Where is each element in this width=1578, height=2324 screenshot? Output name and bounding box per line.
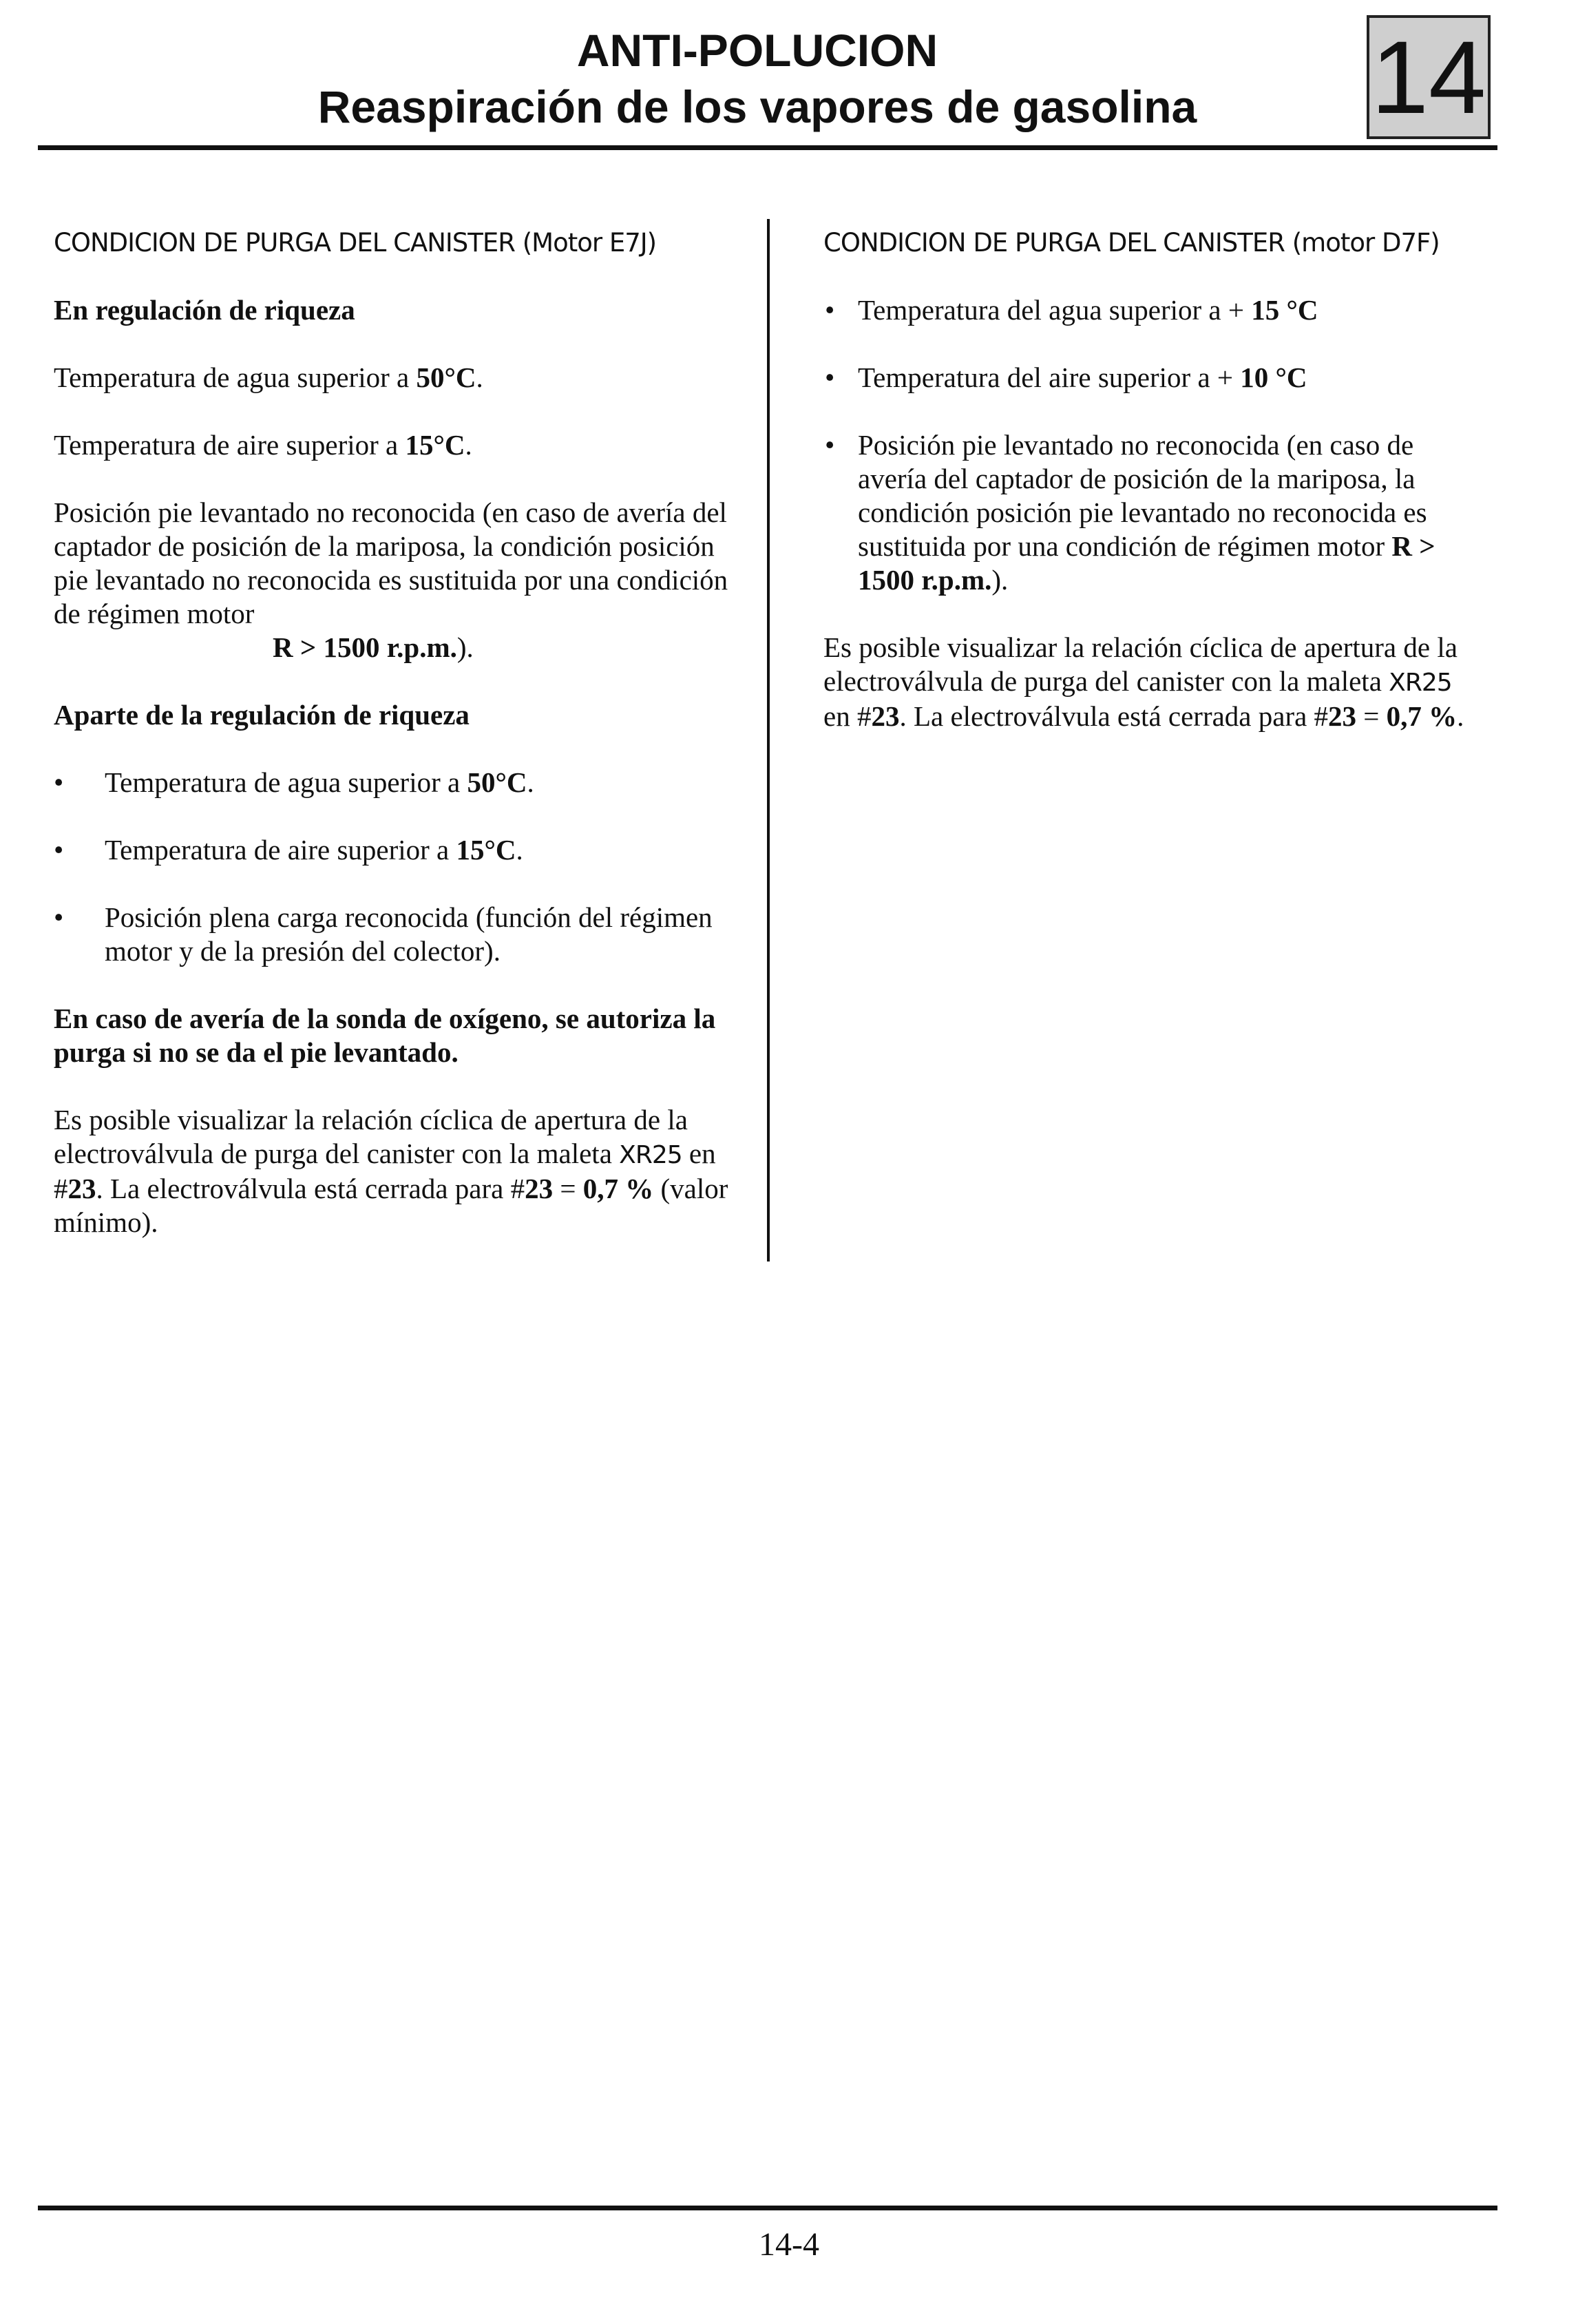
air-temp-value: 15°C <box>405 429 465 461</box>
list-item: • Temperatura de aire superior a 15°C. <box>54 834 523 866</box>
chapter-number-badge: 14 <box>1367 15 1491 139</box>
page-subtitle: Reaspiración de los vapores de gasolina <box>317 81 1197 132</box>
tool-name: XR25 <box>619 1141 682 1169</box>
page-title: ANTI-POLUCION <box>576 25 938 76</box>
subheading-regulation: En regulación de riqueza <box>54 294 355 326</box>
oxygen-sensor-warning: En caso de avería de la sonda de oxígeno, se autoriza la purga si no se da el pie levantado. <box>54 1003 716 1068</box>
xr25-paragraph: Es posible visualizar la relación cíclica de apertura de la electroválvula de purga del canister con la maleta XR25 en #23. La electroválvula está cerrada para #23 = 0,7 % (valor mínimo). <box>54 1104 728 1238</box>
water-temp-paragraph: Temperatura de agua superior a 50°C. <box>54 362 483 393</box>
bullet-icon: • <box>825 362 835 393</box>
column-divider <box>767 219 770 1262</box>
air-temp-paragraph: Temperatura de aire superior a 15°C. <box>54 429 472 461</box>
bullet-icon: • <box>825 294 835 326</box>
list-item: • Posición pie levantado no reconocida (en caso de avería del captador de posición de la mariposa, la condición posición pie levantado no reconocida es sustituida por una condición de régimen motor R > 1500 r.p.m.). <box>825 429 1435 596</box>
right-column <box>823 226 1471 767</box>
header-rule <box>38 145 1497 150</box>
list-item: • Temperatura de agua superior a 50°C. <box>54 766 534 798</box>
footer-rule <box>38 2206 1497 2210</box>
section-heading-d7f: CONDICION DE PURGA DEL CANISTER (motor D7F) <box>823 228 1440 258</box>
duty-cycle-value: 0,7 % <box>582 1173 654 1204</box>
foot-position-paragraph: Posición pie levantado no reconocida (en caso de avería del captador de posición de la mariposa, la condición posición pie levantado no reconocida es sustituida por una condición de régimen motor R > 1500 r.p.m.). <box>54 496 728 663</box>
water-temp-value: 50°C <box>416 362 476 393</box>
outside-regulation-list <box>54 766 742 968</box>
bullet-icon: • <box>54 901 64 933</box>
left-column <box>54 226 742 1273</box>
section-heading-e7j: CONDICION DE PURGA DEL CANISTER (Motor E7J) <box>54 228 657 258</box>
list-item: • Temperatura del aire superior a + 10 °C <box>825 362 1307 393</box>
subheading-outside-regulation: Aparte de la regulación de riqueza <box>54 699 470 731</box>
bullet-icon: • <box>54 834 64 866</box>
xr25-paragraph: Es posible visualizar la relación cíclica de apertura de la electroválvula de purga del canister con la maleta XR25 en #23. La electroválvula está cerrada para #23 = 0,7 %. <box>823 631 1464 732</box>
tool-name: XR25 <box>1389 669 1452 697</box>
list-item: • Temperatura del agua superior a + 15 °C <box>825 294 1318 326</box>
page-number: 14-4 <box>759 2226 819 2263</box>
rpm-condition: R > 1500 r.p.m. <box>858 530 1435 596</box>
list-item: • Posición plena carga reconocida (función del régimen motor y de la presión del colector). <box>54 901 713 967</box>
bullet-icon: • <box>54 766 64 798</box>
bullet-icon: • <box>825 429 835 461</box>
d7f-conditions-list <box>823 293 1471 597</box>
duty-cycle-value: 0,7 % <box>1386 700 1458 732</box>
rpm-condition: R > 1500 r.p.m. <box>273 631 457 663</box>
